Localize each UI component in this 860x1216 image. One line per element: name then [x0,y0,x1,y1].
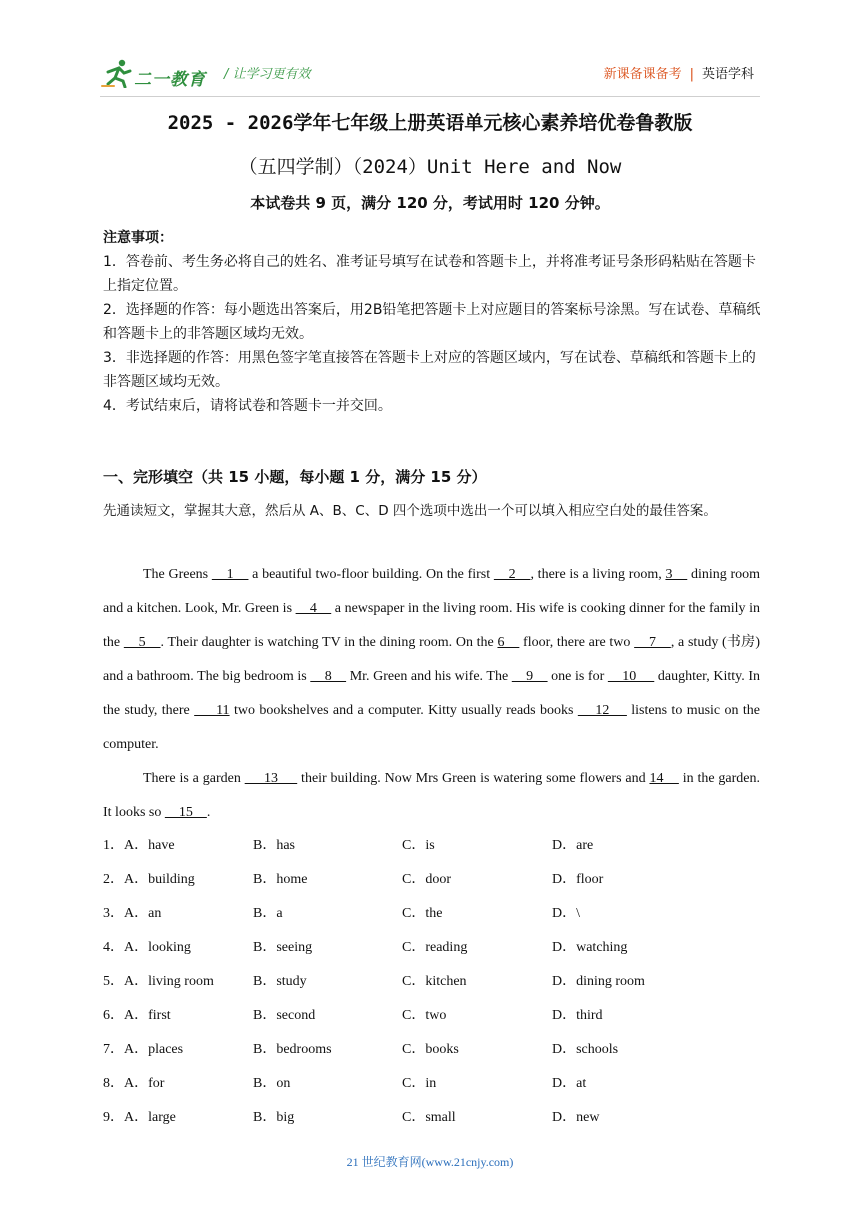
passage-text: their building. Now Mrs Green is watering some flowers and [297,771,650,786]
option-d: D．are [552,838,594,853]
notice-block [103,226,763,418]
passage-text: one is for [547,669,608,684]
blank-5: 5 [123,635,161,650]
option-c: C．small [402,1110,456,1125]
passage-text: , a study (书房) and a bathroom. The big bedroom is [103,635,760,684]
option-d: D．third [552,1008,603,1023]
passage-text: floor, there are two [519,635,635,650]
passage-paragraph-1 [103,558,760,762]
option-a: 7．A．places [103,1042,184,1057]
option-c: C．in [402,1076,437,1091]
option-c: C．reading [402,940,468,955]
question-row [103,829,763,863]
passage-paragraph-2 [103,762,760,830]
passage-text: , there is a living room, [530,567,666,582]
option-b: B．seeing [253,940,313,955]
option-c: C．kitchen [402,974,467,989]
option-b: B．on [253,1076,291,1091]
option-a: 2．A．building [103,872,195,887]
option-b: B．a [253,906,283,921]
question-row [103,931,763,965]
passage-text: . Their daughter is watching TV in the dining room. On the [160,635,498,650]
blank-13: 13 [244,771,298,786]
option-b: B．second [253,1008,316,1023]
passage-text: listens to music on the computer. [103,703,761,752]
page-header [100,52,760,97]
blank-9: 9 [511,669,548,684]
passage-text: dining room and a kitchen. Look, Mr. Green is [103,567,761,616]
option-a: 4．A．looking [103,940,191,955]
notice-title: 注意事项： [103,230,173,246]
header-subject: 英语学科 [701,67,754,82]
option-c: C．door [402,872,451,887]
blank-2: 2 [493,567,531,582]
header-right [604,63,754,82]
option-b: B．big [253,1110,295,1125]
running-figure-icon [100,58,134,88]
question-row [103,999,763,1033]
blank-15: 15 [164,805,207,820]
option-d: D．schools [552,1042,619,1057]
blank-11: 11 [194,703,230,718]
blank-12: 12 [577,703,627,718]
brand-logo [100,58,212,88]
question-row [103,1033,763,1067]
page-title-line2: （五四学制）（2024）Unit Here and Now [238,156,622,178]
page-title: 2025 - 2026学年七年级上册英语单元核心素养培优卷鲁教版 [167,112,693,134]
passage-text: . [206,805,211,820]
passage-text: two bookshelves and a computer. Kitty usually reads books [229,703,578,718]
passage-text: a newspaper in the living room. His wife is cooking dinner for the family in the [103,601,761,650]
blank-14: 14 [649,771,679,786]
passage-text: in the garden. It looks so [103,771,760,820]
option-d: D．floor [552,872,604,887]
notice-item: 1．答卷前、考生务必将自己的姓名、准考证号填写在试卷和答题卡上，并将准考证号条形码粘贴在答题卡上指定位置。 [103,254,756,294]
option-c: C．books [402,1042,459,1057]
option-a: 5．A．living room [103,974,214,989]
blank-3: 3 [665,567,688,582]
option-a: 6．A．first [103,1008,171,1023]
option-d: D．\ [552,906,580,921]
blank-7: 7 [634,635,671,650]
section-instruction: 先通读短文，掌握其大意，然后从 A、B、C、D 四个选项中选出一个可以填入相应空白处的最佳答案。 [103,503,717,519]
question-row [103,863,763,897]
option-b: B．study [253,974,307,989]
question-row [103,965,763,999]
option-d: D．new [552,1110,600,1125]
question-row [103,1067,763,1101]
passage-text: There is a garden [143,771,245,786]
option-b: B．bedrooms [253,1042,332,1057]
blank-1: 1 [211,567,249,582]
option-c: C．the [402,906,443,921]
header-category: 新课备课备考 [603,67,682,82]
passage-text: Mr. Green and his wife. The [346,669,512,684]
passage-text: The Greens [143,567,212,582]
option-a: 8．A．for [103,1076,165,1091]
blank-4: 4 [295,601,332,616]
option-d: D．dining room [552,974,645,989]
option-d: D．at [552,1076,587,1091]
slogan: / 让学习更有效 [224,67,311,82]
question-row [103,897,763,931]
blank-8: 8 [310,669,347,684]
question-options [103,829,763,1135]
header-separator: | [689,67,694,82]
option-b: B．home [253,872,308,887]
notice-item: 3．非选择题的作答：用黑色签字笔直接答在答题卡上对应的答题区域内，写在试卷、草稿纸和答题卡上的非答题区域均无效。 [103,350,756,390]
logo-text: 二一教育 [134,70,206,90]
question-row [103,1101,763,1135]
page-footer[interactable]: 21 世纪教育网(www.21cnjy.com) [346,1155,514,1169]
option-a: 9．A．large [103,1110,176,1125]
passage-text: a beautiful two-floor building. On the first [248,567,494,582]
blank-6: 6 [497,635,520,650]
blank-10: 10 [607,669,655,684]
passage-text: daughter, Kitty. In the study, there [103,669,761,718]
cloze-passage [103,558,760,830]
option-c: C．two [402,1008,447,1023]
exam-info: 本试卷共 9 页，满分 120 分，考试用时 120 分钟。 [250,194,610,212]
option-a: 3．A．an [103,906,162,921]
notice-item: 2．选择题的作答：每小题选出答案后，用2B铅笔把答题卡上对应题目的答案标号涂黑。写在试卷、草稿纸和答题卡上的非答题区域均无效。 [103,302,761,342]
option-c: C．is [402,838,435,853]
option-b: B．has [253,838,295,853]
option-d: D．watching [552,940,628,955]
notice-item: 4．考试结束后，请将试卷和答题卡一并交回。 [103,398,392,414]
option-a: 1．A．have [103,838,175,853]
section-heading: 一、完形填空（共 15 小题，每小题 1 分，满分 15 分） [103,468,487,486]
